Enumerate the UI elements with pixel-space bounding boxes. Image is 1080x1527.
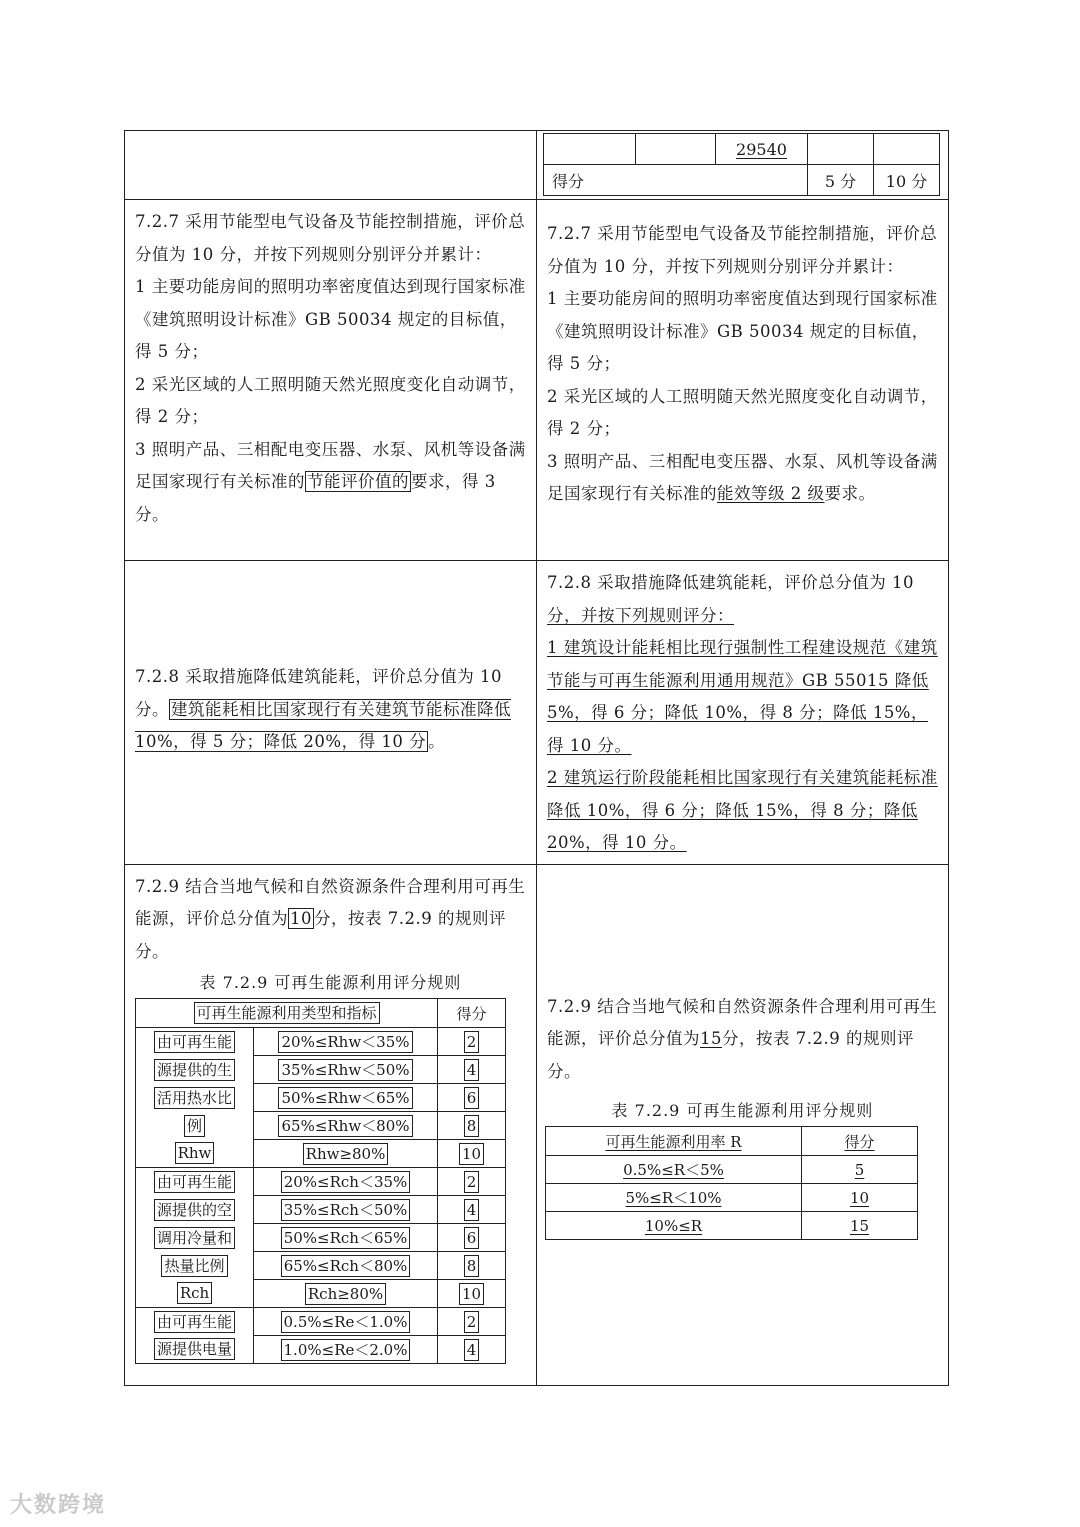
group-label-cell xyxy=(136,1308,254,1336)
range-value: 1.0%≤Re＜2.0% xyxy=(281,1339,411,1361)
range-value: 0.5%≤Re＜1.0% xyxy=(281,1311,411,1333)
empty-cell xyxy=(125,131,537,200)
header-rate: 可再生能源利用率 R xyxy=(605,1132,742,1151)
range-cell xyxy=(254,1308,438,1336)
watermark-logo: 大数跨境 xyxy=(10,1493,107,1518)
underlined-text: 15 xyxy=(700,1029,722,1048)
table-row xyxy=(136,1168,506,1196)
group-label-cell xyxy=(136,1140,254,1168)
group-label: 源提供的空 xyxy=(154,1199,235,1221)
table-row xyxy=(136,1140,506,1168)
s728-right xyxy=(537,561,949,865)
table-row xyxy=(136,1224,506,1252)
score-cell xyxy=(438,1028,506,1056)
score-value: 2 xyxy=(464,1171,480,1193)
underlined-text: 能效等级 2 级 xyxy=(717,484,825,503)
s728-left xyxy=(125,561,537,865)
score-value: 2 xyxy=(464,1031,480,1053)
score-cell xyxy=(438,1084,506,1112)
group-label-cell xyxy=(136,1056,254,1084)
s728-right-item1: 1 建筑设计能耗相比现行强制性工程建设规范《建筑节能与可再生能源利用通用规范》GB 55015 降低 5%，得 6 分；降低 10%，得 8 分；降低 15%，得 10 分。 xyxy=(547,638,938,755)
range-value: Rch≥80% xyxy=(305,1283,386,1305)
score-mini-table xyxy=(543,133,940,196)
group-label: 源提供的生 xyxy=(154,1059,235,1081)
score-cell xyxy=(438,1224,506,1252)
score-value: 4 xyxy=(464,1199,480,1221)
group-label: 热量比例 xyxy=(161,1255,227,1277)
group-label: 调用冷量和 xyxy=(154,1227,235,1249)
score-b: 10 分 xyxy=(874,165,940,196)
range-cell xyxy=(254,1168,438,1196)
score-value: 10 xyxy=(849,1188,870,1207)
group-label: 活用热水比 xyxy=(154,1087,235,1109)
range-cell xyxy=(254,1252,438,1280)
s727-left-item2: 2 采光区域的人工照明随天然光照度变化自动调节，得 2 分； xyxy=(135,374,526,426)
score-value: 5 xyxy=(854,1160,865,1179)
s727-left xyxy=(125,200,537,561)
score-cell xyxy=(537,131,949,200)
range-value: 65%≤Rch＜80% xyxy=(281,1255,411,1277)
s727-left-item1: 1 主要功能房间的照明功率密度值达到现行国家标准《建筑照明设计标准》GB 50034 规定的目标值，得 5 分； xyxy=(135,277,526,361)
group-label-cell xyxy=(136,1028,254,1056)
table-row xyxy=(136,1280,506,1308)
score-value: 4 xyxy=(464,1339,480,1361)
group-label-cell xyxy=(136,1084,254,1112)
table-row xyxy=(136,1056,506,1084)
range-cell xyxy=(254,1056,438,1084)
table-row xyxy=(546,1184,918,1212)
header-type: 可再生能源利用类型和指标 xyxy=(194,1002,380,1024)
group-label: 源提供电量 xyxy=(154,1338,235,1360)
value-29540: 29540 xyxy=(736,139,787,159)
range-cell xyxy=(254,1028,438,1056)
group-label-cell xyxy=(136,1336,254,1364)
table-row xyxy=(136,1196,506,1224)
table-row xyxy=(136,1112,506,1140)
score-value: 4 xyxy=(464,1059,480,1081)
s727-right-item1: 1 主要功能房间的照明功率密度值达到现行国家标准《建筑照明设计标准》GB 50034 规定的目标值，得 5 分； xyxy=(547,289,938,373)
group-label-cell xyxy=(136,1280,254,1308)
score-value: 6 xyxy=(464,1087,480,1109)
score-value: 8 xyxy=(464,1115,480,1137)
group-label: Rhw xyxy=(175,1142,215,1164)
range-value: 50%≤Rch＜65% xyxy=(281,1227,411,1249)
table-row xyxy=(125,131,949,200)
score-cell xyxy=(438,1140,506,1168)
group-label-cell xyxy=(136,1224,254,1252)
header-score: 得分 xyxy=(456,1004,487,1023)
score-value: 15 xyxy=(849,1216,870,1235)
range-cell xyxy=(254,1336,438,1364)
s727-right xyxy=(537,200,949,561)
group-label-cell xyxy=(136,1196,254,1224)
score-value: 6 xyxy=(464,1227,480,1249)
group-label: 由可再生能 xyxy=(154,1031,235,1053)
group-label: 例 xyxy=(184,1115,205,1137)
group-label: Rch xyxy=(177,1282,212,1304)
score-value: 10 xyxy=(459,1143,484,1165)
range-value: Rhw≥80% xyxy=(303,1143,389,1165)
table-row xyxy=(125,200,949,561)
group-label-cell xyxy=(136,1252,254,1280)
range-value: 5%≤R＜10% xyxy=(625,1189,722,1207)
table-row xyxy=(125,561,949,865)
s727-left-head: 7.2.7 采用节能型电气设备及节能控制措施，评价总分值为 10 分，并按下列规则分别评分并累计： xyxy=(135,212,526,264)
score-cell xyxy=(438,1252,506,1280)
score-cell xyxy=(438,1196,506,1224)
score-cell xyxy=(438,1336,506,1364)
range-value: 50%≤Rhw＜65% xyxy=(278,1087,412,1109)
range-cell xyxy=(254,1196,438,1224)
group-label-cell xyxy=(136,1112,254,1140)
range-value: 20%≤Rch＜35% xyxy=(281,1171,411,1193)
score-cell xyxy=(438,1168,506,1196)
table-row xyxy=(546,1156,918,1184)
header-score: 得分 xyxy=(844,1132,875,1151)
s728-right-item2: 2 建筑运行阶段能耗相比国家现行有关建筑能耗标准降低 10%，得 6 分；降低 15%，得 8 分；降低 20%，得 10 分。 xyxy=(547,768,938,852)
range-value: 35%≤Rhw＜50% xyxy=(278,1059,412,1081)
table-row xyxy=(125,864,949,1385)
table-row xyxy=(136,1084,506,1112)
table-row xyxy=(136,1252,506,1280)
s727-right-head: 7.2.7 采用节能型电气设备及节能控制措施，评价总分值为 10 分，并按下列规则分别评分并累计： xyxy=(547,224,938,276)
table-row xyxy=(136,1336,506,1364)
score-label: 得分 xyxy=(544,165,808,196)
s729-left xyxy=(125,864,537,1385)
range-cell xyxy=(254,1112,438,1140)
range-value: 20%≤Rhw＜35% xyxy=(278,1031,412,1053)
s729-left-text: 7.2.9 结合当地气候和自然资源条件合理利用可再生能源，评价总分值为 10 分，按表 7.2.9 的规则评分。 xyxy=(135,876,526,961)
range-value: 10%≤R xyxy=(644,1216,703,1235)
group-label: 由可再生能 xyxy=(154,1171,235,1193)
score-a: 5 分 xyxy=(808,165,874,196)
range-cell xyxy=(254,1084,438,1112)
s727-left-item3: 3 照明产品、三相配电变压器、水泵、风机等设备满足国家现行有关标准的 节能评价值的 要求，得 3 分。 xyxy=(135,439,526,524)
s729-right xyxy=(537,864,949,1385)
comparison-table xyxy=(124,130,949,1386)
s727-right-item3: 3 照明产品、三相配电变压器、水泵、风机等设备满足国家现行有关标准的能效等级 2 级要求。 xyxy=(547,451,938,503)
range-cell xyxy=(254,1224,438,1252)
left-rules-table xyxy=(135,998,506,1364)
table-row xyxy=(136,1308,506,1336)
table-row xyxy=(546,1212,918,1240)
group-label: 由可再生能 xyxy=(154,1311,235,1333)
score-cell xyxy=(438,1280,506,1308)
boxed-text: 10 xyxy=(290,909,312,928)
score-value: 2 xyxy=(464,1311,480,1333)
score-cell xyxy=(438,1308,506,1336)
right-rules-table xyxy=(545,1126,918,1240)
score-cell xyxy=(438,1056,506,1084)
boxed-text: 节能评价值的 xyxy=(307,472,409,491)
s728-left-text: 7.2.8 采取措施降低建筑能耗，评价总分值为 10 分。 建筑能耗相比国家现行有关建筑节能标准降低 10%，得 5 分；降低 20%，得 10 分 。 xyxy=(135,667,511,751)
range-value: 0.5%≤R＜5% xyxy=(623,1161,724,1179)
s727-right-item2: 2 采光区域的人工照明随天然光照度变化自动调节，得 2 分； xyxy=(547,386,938,438)
range-cell xyxy=(254,1280,438,1308)
boxed-text: 建筑能耗相比国家现行有关建筑节能标准降低 10%，得 5 分；降低 20%，得 10 分 xyxy=(135,699,511,751)
group-label-cell xyxy=(136,1168,254,1196)
range-value: 35%≤Rch＜50% xyxy=(281,1199,411,1221)
score-value: 10 xyxy=(459,1283,484,1305)
s729-right-text: 7.2.9 结合当地气候和自然资源条件合理利用可再生能源，评价总分值为15分，按表 7.2.9 的规则评分。 xyxy=(547,996,938,1081)
score-value: 8 xyxy=(464,1255,480,1277)
table-caption: 表 7.2.9 可再生能源利用评分规则 xyxy=(611,1101,874,1120)
table-row xyxy=(136,1028,506,1056)
range-value: 65%≤Rhw＜80% xyxy=(278,1115,412,1137)
table-caption: 表 7.2.9 可再生能源利用评分规则 xyxy=(199,973,462,992)
range-cell xyxy=(254,1140,438,1168)
s728-right-text: 7.2.8 采取措施降低建筑能耗，评价总分值为 10分，并按下列规则评分： xyxy=(547,573,914,625)
score-cell xyxy=(438,1112,506,1140)
